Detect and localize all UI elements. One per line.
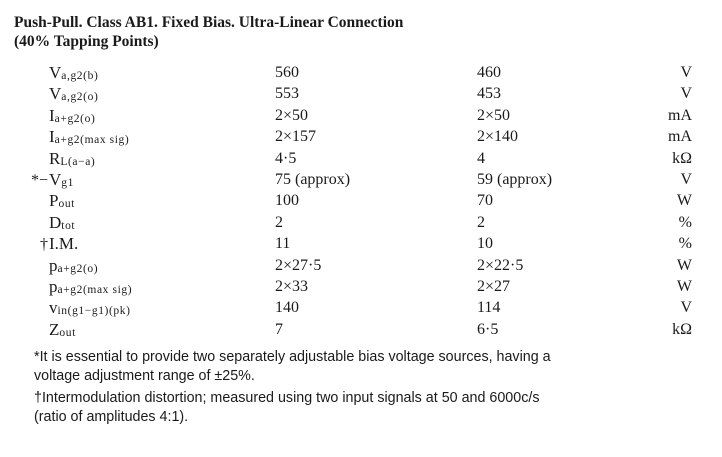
value-column-1: 100: [275, 192, 299, 210]
unit-label: %: [678, 235, 692, 253]
unit-label: W: [676, 256, 692, 274]
unit-label: W: [676, 277, 692, 295]
table-row: [0, 297, 722, 318]
symbol-letter: D: [49, 212, 62, 232]
symbol-letter: V: [49, 63, 62, 82]
unit-label: W: [676, 192, 692, 210]
symbol-subscript: L(a−a): [60, 155, 96, 168]
symbol-subscript: a,g2(b): [61, 70, 99, 82]
value-column-1: 2×157: [275, 128, 317, 146]
value-column-2: 70: [477, 192, 493, 210]
footnote-marker: *−: [30, 171, 48, 189]
table-row: [0, 233, 722, 254]
unit-label: %: [678, 213, 692, 231]
value-column-1: 2×27·5: [275, 256, 322, 274]
footnote: [34, 348, 704, 385]
symbol-letter: V: [49, 84, 62, 104]
value-column-2: 2×27: [477, 277, 511, 295]
value-column-1: 75 (approx): [275, 170, 351, 188]
table-row: [0, 212, 722, 233]
title-line-2: (40% Tapping Points): [14, 33, 159, 50]
value-column-1: 553: [275, 85, 299, 103]
symbol-subscript: a+g2(o): [57, 262, 99, 275]
parameter-symbol: [26, 319, 76, 344]
value-column-1: 7: [275, 320, 283, 338]
footnote-text: It is essential to provide two separately adjustable bias voltage sources, having a voltage adjustment range of ±25%.: [34, 349, 551, 384]
symbol-letter: I: [49, 105, 55, 125]
symbol-subscript: a,g2(o): [61, 91, 99, 104]
value-column-2: 114: [477, 299, 501, 317]
value-column-1: 2×50: [275, 106, 309, 124]
value-column-2: 2×50: [477, 106, 511, 124]
value-column-2: 2×22·5: [477, 256, 524, 274]
footnote-marker: †: [40, 236, 48, 254]
value-column-1: 140: [275, 299, 299, 317]
table-row: [0, 126, 722, 147]
table-title: [14, 13, 403, 51]
value-column-2: 453: [477, 85, 501, 103]
unit-label: V: [680, 299, 692, 317]
value-column-1: 560: [275, 64, 299, 81]
value-column-2: 460: [477, 64, 501, 81]
table-row: [0, 276, 722, 297]
symbol-subscript: a+g2(max sig): [57, 283, 133, 296]
symbol-letter: p: [49, 255, 58, 275]
value-column-2: 2×140: [477, 128, 519, 146]
footnote-text: Intermodulation distortion; measured using two input signals at 50 and 6000c/s (ratio of amplitudes 4:1).: [34, 390, 540, 425]
symbol-subscript: tot: [61, 219, 76, 232]
symbol-subscript: out: [58, 198, 75, 211]
symbol-letter: P: [49, 191, 59, 211]
value-column-1: 2: [275, 213, 283, 231]
table-row: [0, 319, 722, 340]
value-column-1: 11: [275, 235, 291, 253]
value-column-2: 2: [477, 213, 485, 231]
table-row: [0, 169, 722, 190]
unit-label: V: [680, 64, 692, 81]
symbol-letter: V: [49, 169, 62, 189]
table-row: [0, 148, 722, 169]
footnotes: [34, 348, 704, 430]
symbol-letter: Z: [49, 319, 60, 339]
symbol-letter: I.M.: [49, 234, 79, 254]
unit-label: kΩ: [672, 320, 692, 338]
symbol-subscript: g1: [61, 176, 74, 189]
symbol-letter: v: [49, 298, 58, 318]
unit-label: mA: [668, 128, 692, 146]
footnote-marker: †: [34, 390, 42, 406]
value-column-1: 2×33: [275, 277, 309, 295]
symbol-subscript: in(g1−g1)(pk): [57, 305, 131, 318]
value-column-2: 10: [477, 235, 493, 253]
value-column-2: 4: [477, 149, 485, 167]
unit-label: V: [680, 85, 692, 103]
value-column-2: 59 (approx): [477, 170, 553, 188]
symbol-letter: R: [49, 148, 61, 168]
unit-label: V: [680, 170, 692, 188]
table-row: [0, 105, 722, 126]
table-row: [0, 62, 722, 83]
symbol-subscript: out: [59, 326, 76, 339]
unit-label: mA: [668, 106, 692, 124]
table-row: [0, 255, 722, 276]
footnote-marker: *: [34, 349, 40, 365]
table-row: [0, 83, 722, 104]
value-column-2: 6·5: [477, 320, 499, 338]
symbol-letter: p: [49, 276, 58, 296]
specification-table: [0, 62, 722, 340]
footnote: [34, 389, 704, 426]
symbol-letter: I: [49, 127, 55, 147]
symbol-subscript: a+g2(o): [54, 112, 96, 125]
title-line-1: Push-Pull. Class AB1. Fixed Bias. Ultra-Linear Connection: [14, 14, 404, 31]
symbol-subscript: a+g2(max sig): [54, 134, 130, 147]
unit-label: kΩ: [672, 149, 692, 167]
value-column-1: 4·5: [275, 149, 297, 167]
table-row: [0, 190, 722, 211]
